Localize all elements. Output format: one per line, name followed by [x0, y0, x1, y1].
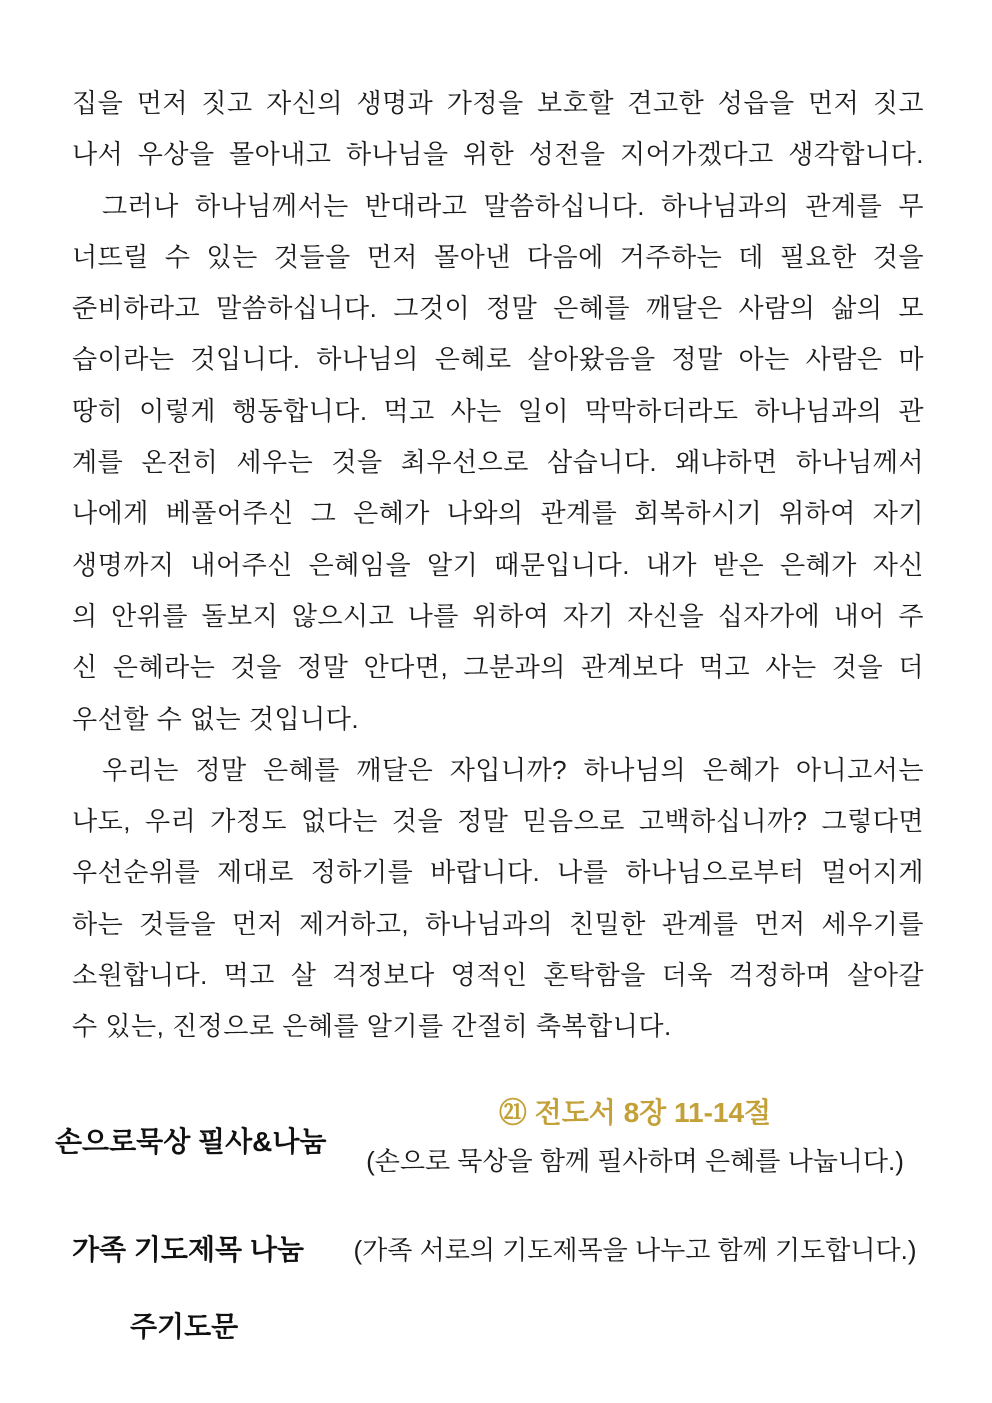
body-line: 의 안위를 돌보지 않으시고 나를 위하여 자기 자신을 십자가에 내어 주 [72, 600, 924, 631]
section-label-lords-prayer: 주기도문 [130, 1311, 239, 1342]
body-text [72, 78, 924, 1053]
body-line: 나에게 베풀어주신 그 은혜가 나와의 관계를 회복하시기 위하여 자기 [72, 498, 924, 529]
body-line: 습이라는 것입니다. 하나님의 은혜로 살아왔음을 정말 아는 사람은 마 [72, 344, 924, 375]
body-line: 나도, 우리 가정도 없다는 것을 정말 믿음으로 고백하십니까? 그렇다면 [72, 806, 924, 837]
scripture-reference: ㉑ 전도서 8장 11-14절 [498, 1097, 772, 1128]
body-line: 신 은혜라는 것을 정말 안다면, 그분과의 관계보다 먹고 사는 것을 더 [72, 652, 924, 683]
body-line: 나서 우상을 몰아내고 하나님을 위한 성전을 지어가겠다고 생각합니다. [72, 139, 924, 170]
family-prayer-instruction: (가족 서로의 기도제목을 나누고 함께 기도합니다.) [353, 1235, 917, 1265]
body-line: 하는 것들을 먼저 제거하고, 하나님과의 친밀한 관계를 먼저 세우기를 [72, 908, 924, 939]
body-line: 준비하라고 말씀하십니다. 그것이 정말 은혜를 깨달은 사람의 삶의 모 [72, 293, 924, 324]
body-line: 우선할 수 없는 것입니다. [72, 703, 360, 734]
body-line: 그러나 하나님께서는 반대라고 말씀하십니다. 하나님과의 관계를 무 [102, 190, 924, 221]
body-line: 우선순위를 제대로 정하기를 바랍니다. 나를 하나님으로부터 멀어지게 [72, 857, 924, 888]
body-line: 너뜨릴 수 있는 것들을 먼저 몰아낸 다음에 거주하는 데 필요한 것을 [72, 241, 924, 272]
body-line: 집을 먼저 짓고 자신의 생명과 가정을 보호할 견고한 성읍을 먼저 짓고 [72, 88, 924, 118]
section-label-family-prayer: 가족 기도제목 나눔 [72, 1234, 304, 1265]
body-line: 소원합니다. 먹고 살 걱정보다 영적인 혼탁함을 더욱 걱정하며 살아갈 [72, 960, 924, 991]
body-line: 우리는 정말 은혜를 깨달은 자입니까? 하나님의 은혜가 아니고서는 [102, 754, 924, 785]
body-line: 땅히 이렇게 행동합니다. 먹고 사는 일이 막막하더라도 하나님과의 관 [72, 395, 924, 426]
body-line: 계를 온전히 세우는 것을 최우선으로 삼습니다. 왜냐하면 하나님께서 [72, 447, 924, 478]
scripture-instruction: (손으로 묵상을 함께 필사하며 은혜를 나눕니다.) [366, 1146, 904, 1176]
scripture-block [340, 1096, 930, 1178]
body-line: 수 있는, 진정으로 은혜를 알기를 간절히 축복합니다. [72, 1011, 672, 1042]
body-line: 생명까지 내어주신 은혜임을 알기 때문입니다. 내가 받은 은혜가 자신 [72, 549, 924, 580]
section-label-handwriting-meditation: 손으로묵상 필사&나눔 [55, 1126, 327, 1157]
